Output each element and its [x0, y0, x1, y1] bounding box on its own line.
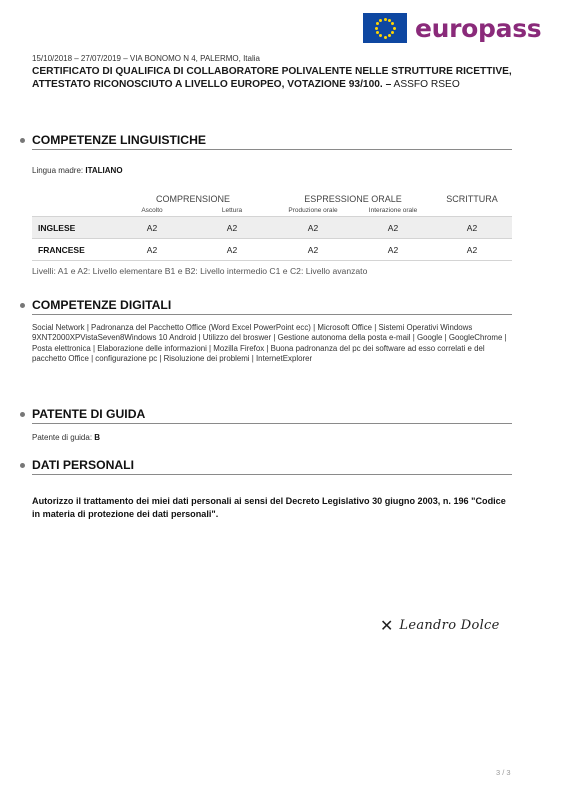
mother-tongue-value: ITALIANO [85, 166, 123, 175]
level-scrittura: A2 [466, 245, 478, 255]
level-interazione: A2 [387, 223, 399, 233]
section-header-linguistiche [20, 133, 206, 147]
logo-text: europass [415, 13, 542, 43]
level-produzione: A2 [307, 223, 319, 233]
qualification-name: CERTIFICATO DI QUALIFICA DI COLLABORATORE POLIVALENTE NELLE STRUTTURE RICETTIVE, ATTESTATO RICONOSCIUTO A LIVELLO EUROPEO, VOTAZIONE 93/100. – [32, 66, 512, 90]
subheader-produzione: Produzione orale [288, 207, 338, 214]
section-divider [32, 474, 512, 475]
bullet-icon [20, 138, 25, 143]
language-table-header [32, 194, 512, 216]
flag-star [391, 22, 394, 25]
section-header-patente [20, 407, 145, 421]
flag-star [393, 27, 396, 30]
language-row [32, 217, 512, 238]
europass-logo [363, 12, 541, 44]
bullet-icon [20, 463, 25, 468]
license-label: Patente di guida: [32, 433, 95, 442]
language-name: FRANCESE [38, 245, 85, 255]
bullet-icon [20, 303, 25, 308]
level-interazione: A2 [387, 245, 399, 255]
flag-star [376, 22, 379, 25]
qualification-dates: 15/10/2018 – 27/07/2019 – VIA BONOMO N 4, PALERMO, Italia [32, 54, 260, 63]
subheader-ascolto: Ascolto [141, 207, 163, 214]
eu-flag-icon [363, 13, 407, 43]
signature-x-mark: ✕ [380, 616, 394, 635]
subheader-interazione: Interazione orale [368, 207, 418, 214]
level-produzione: A2 [307, 245, 319, 255]
flag-star [384, 18, 387, 21]
language-row [32, 239, 512, 260]
digital-skills-text: Social Network | Padronanza del Pacchetto Office (Word Excel PowerPoint ecc) | Microsoft Office | Sistemi Operativi Windows 9XNT2000XPVistaSeven8Windows 10 Android | Utilizzo del broswer | Gestione autonoma della posta e-mail | Google | GoogleChrome | Posta elettronica | Elaborazione delle informazioni | Mozilla Firefox | Buona padronanza del pc dei software ad esso correlati e del pacchetto Office | configurazione pc | Risoluzione dei problemi | InternetExplorer [32, 323, 507, 363]
signature [380, 616, 500, 635]
language-name: INGLESE [38, 223, 76, 233]
section-divider [32, 149, 512, 150]
signature-name: Leandro Dolce [399, 618, 500, 633]
levels-legend: Livelli: A1 e A2: Livello elementare B1 e B2: Livello intermedio C1 e C2: Livello avanzato [32, 266, 368, 276]
group-espressione: ESPRESSIONE ORALE [304, 194, 402, 204]
section-title: DATI PERSONALI [32, 458, 135, 472]
flag-star [388, 19, 391, 22]
section-title: COMPETENZE LINGUISTICHE [32, 133, 207, 147]
mother-tongue [32, 166, 123, 175]
flag-star [379, 19, 382, 22]
flag-star [384, 36, 387, 39]
flag-star [376, 31, 379, 34]
page-number: 3 / 3 [496, 768, 511, 777]
bullet-icon [20, 412, 25, 417]
mother-tongue-label: Lingua madre: [32, 166, 86, 175]
group-comprensione: COMPRENSIONE [155, 194, 230, 204]
level-ascolto: A2 [146, 245, 158, 255]
license-value: B [94, 433, 101, 442]
level-lettura: A2 [226, 245, 238, 255]
level-lettura: A2 [226, 223, 238, 233]
level-scrittura: A2 [466, 223, 478, 233]
group-scrittura: SCRITTURA [446, 194, 498, 204]
qualification-title [32, 65, 532, 91]
section-title: PATENTE DI GUIDA [32, 407, 146, 421]
driving-license [32, 433, 100, 442]
section-title: COMPETENZE DIGITALI [32, 298, 172, 312]
flag-star [391, 31, 394, 34]
section-header-digitali [20, 298, 171, 312]
flag-star [379, 34, 382, 37]
section-header-personali [20, 458, 134, 472]
qualification-org: ASSFO RSEO [391, 79, 460, 90]
flag-star [388, 34, 391, 37]
flag-star [375, 27, 378, 30]
subheader-lettura: Lettura [221, 207, 243, 214]
level-ascolto: A2 [146, 223, 158, 233]
section-divider [32, 314, 512, 315]
table-rule [32, 260, 512, 261]
privacy-consent: Autorizzo il trattamento dei miei dati personali ai sensi del Decreto Legislativo 30 giugno 2003, n. 196 "Codice in materia di protezione dei dati personali". [32, 496, 506, 519]
section-divider [32, 423, 512, 424]
